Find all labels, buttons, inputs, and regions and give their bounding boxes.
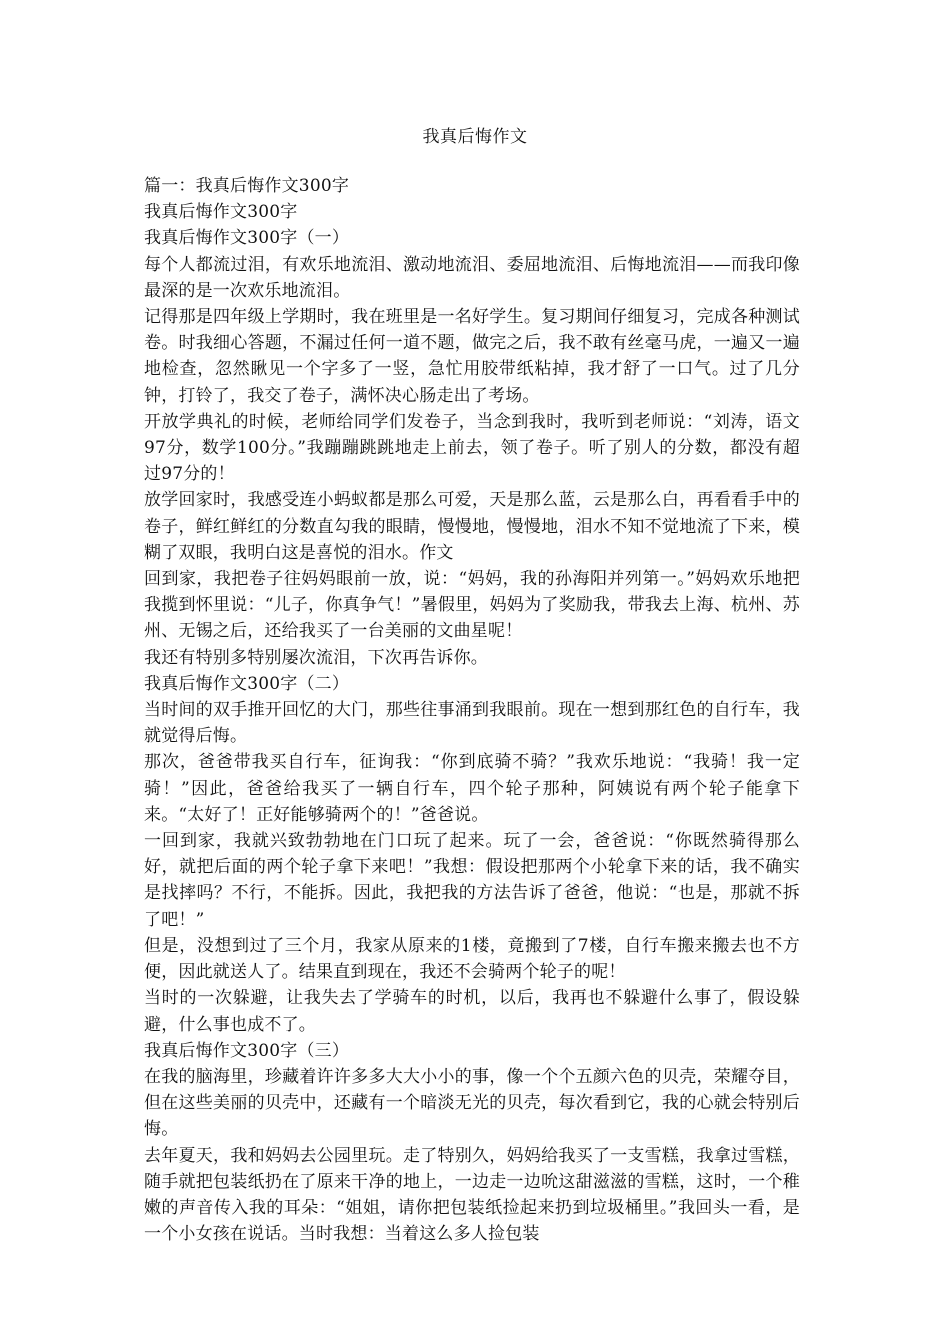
- paragraph: 我真后悔作文300字（三）: [144, 1040, 350, 1061]
- paragraph: 回到家，我把卷子往妈妈眼前一放，说：“妈妈，我的孙海阳并列第一。”妈妈欢乐地把我揽到怀里说：“儿子，你真争气！”暑假里，妈妈为了奖励我，带我去上海、杭州、苏州、无锡之后，还给我买了一台美丽的文曲星呢！: [144, 569, 800, 642]
- paragraph: 当时间的双手推开回忆的大门，那些往事涌到我眼前。现在一想到那红色的自行车，我就觉得后悔。: [144, 700, 800, 747]
- paragraph: 放学回家时，我感受连小蚂蚁都是那么可爱，天是那么蓝，云是那么白，再看看手中的卷子，鲜红鲜红的分数直勾我的眼睛，慢慢地，慢慢地，泪水不知不觉地流了下来，模糊了双眼，我明白这是喜悦的泪水。作文: [144, 490, 800, 563]
- paragraph: 去年夏天，我和妈妈去公园里玩。走了特别久，妈妈给我买了一支雪糕，我拿过雪糕，随手就把包装纸扔在了原来干净的地上，一边走一边吮这甜滋滋的雪糕，这时，一个稚嫩的声音传入我的耳朵：“姐姐，请你把包装纸捡起来扔到垃圾桶里。”我回头一看，是一个小女孩在说话。当时我想：当着这么多人捡包装: [144, 1145, 800, 1245]
- document-title: 我真后悔作文: [422, 127, 528, 147]
- document-body: [144, 173, 800, 1247]
- paragraph: 记得那是四年级上学期时，我在班里是一名好学生。复习期间仔细复习，完成各种测试卷。时我细心答题，不漏过任何一道不题，做完之后，我不敢有丝毫马虎，一遍又一遍地检查，忽然瞅见一个字多了一竖，急忙用胶带纸粘掉，我才舒了一口气。过了几分钟，打铃了，我交了卷子，满怀决心肠走出了考场。: [144, 307, 800, 406]
- paragraph: 我真后悔作文300字（二）: [144, 673, 350, 694]
- paragraph: 篇一：我真后悔作文300字: [144, 176, 350, 196]
- paragraph: 一回到家，我就兴致勃勃地在门口玩了起来。玩了一会，爸爸说：“你既然骑得那么好，就把后面的两个轮子拿下来吧！”我想：假设把那两个小轮拿下来的话，我不确实是找摔吗？不行，不能拆。因此，我把我的方法告诉了爸爸，他说：“也是，那就不拆了吧！”: [144, 831, 800, 930]
- paragraph: 我真后悔作文300字（一）: [144, 228, 350, 249]
- paragraph: 但是，没想到过了三个月，我家从原来的1楼，竟搬到了7楼，自行车搬来搬去也不方便，因此就送人了。结果直到现在，我还不会骑两个轮子的呢！: [144, 935, 800, 983]
- paragraph: 我还有特别多特别屡次流泪，下次再告诉你。: [144, 647, 488, 668]
- paragraph: 我真后悔作文300字: [144, 202, 298, 223]
- paragraph: 当时的一次躲避，让我失去了学骑车的时机，以后，我再也不躲避什么事了，假设躲避，什么事也成不了。: [144, 988, 800, 1035]
- paragraph: 在我的脑海里，珍藏着许许多多大大小小的事，像一个个五颜六色的贝壳，荣耀夺目，但在这些美丽的贝壳中，还藏有一个暗淡无光的贝壳，每次看到它，我的心就会特别后悔。: [144, 1066, 800, 1140]
- paragraph: 那次，爸爸带我买自行车，征询我：“你到底骑不骑？”我欢乐地说：“我骑！我一定骑！”因此，爸爸给我买了一辆自行车，四个轮子那种，阿姨说有两个轮子能拿下来。“太好了！正好能够骑两个的！”爸爸说。: [144, 752, 800, 825]
- paragraph: 开放学典礼的时候，老师给同学们发卷子，当念到我时，我听到老师说：“刘涛，语文97分，数学100分。”我蹦蹦跳跳地走上前去，领了卷子。听了别人的分数，都没有超过97分的！: [144, 411, 800, 485]
- paragraph: 每个人都流过泪，有欢乐地流泪、激动地流泪、委屈地流泪、后悔地流泪——而我印像最深的是一次欢乐地流泪。: [144, 254, 800, 301]
